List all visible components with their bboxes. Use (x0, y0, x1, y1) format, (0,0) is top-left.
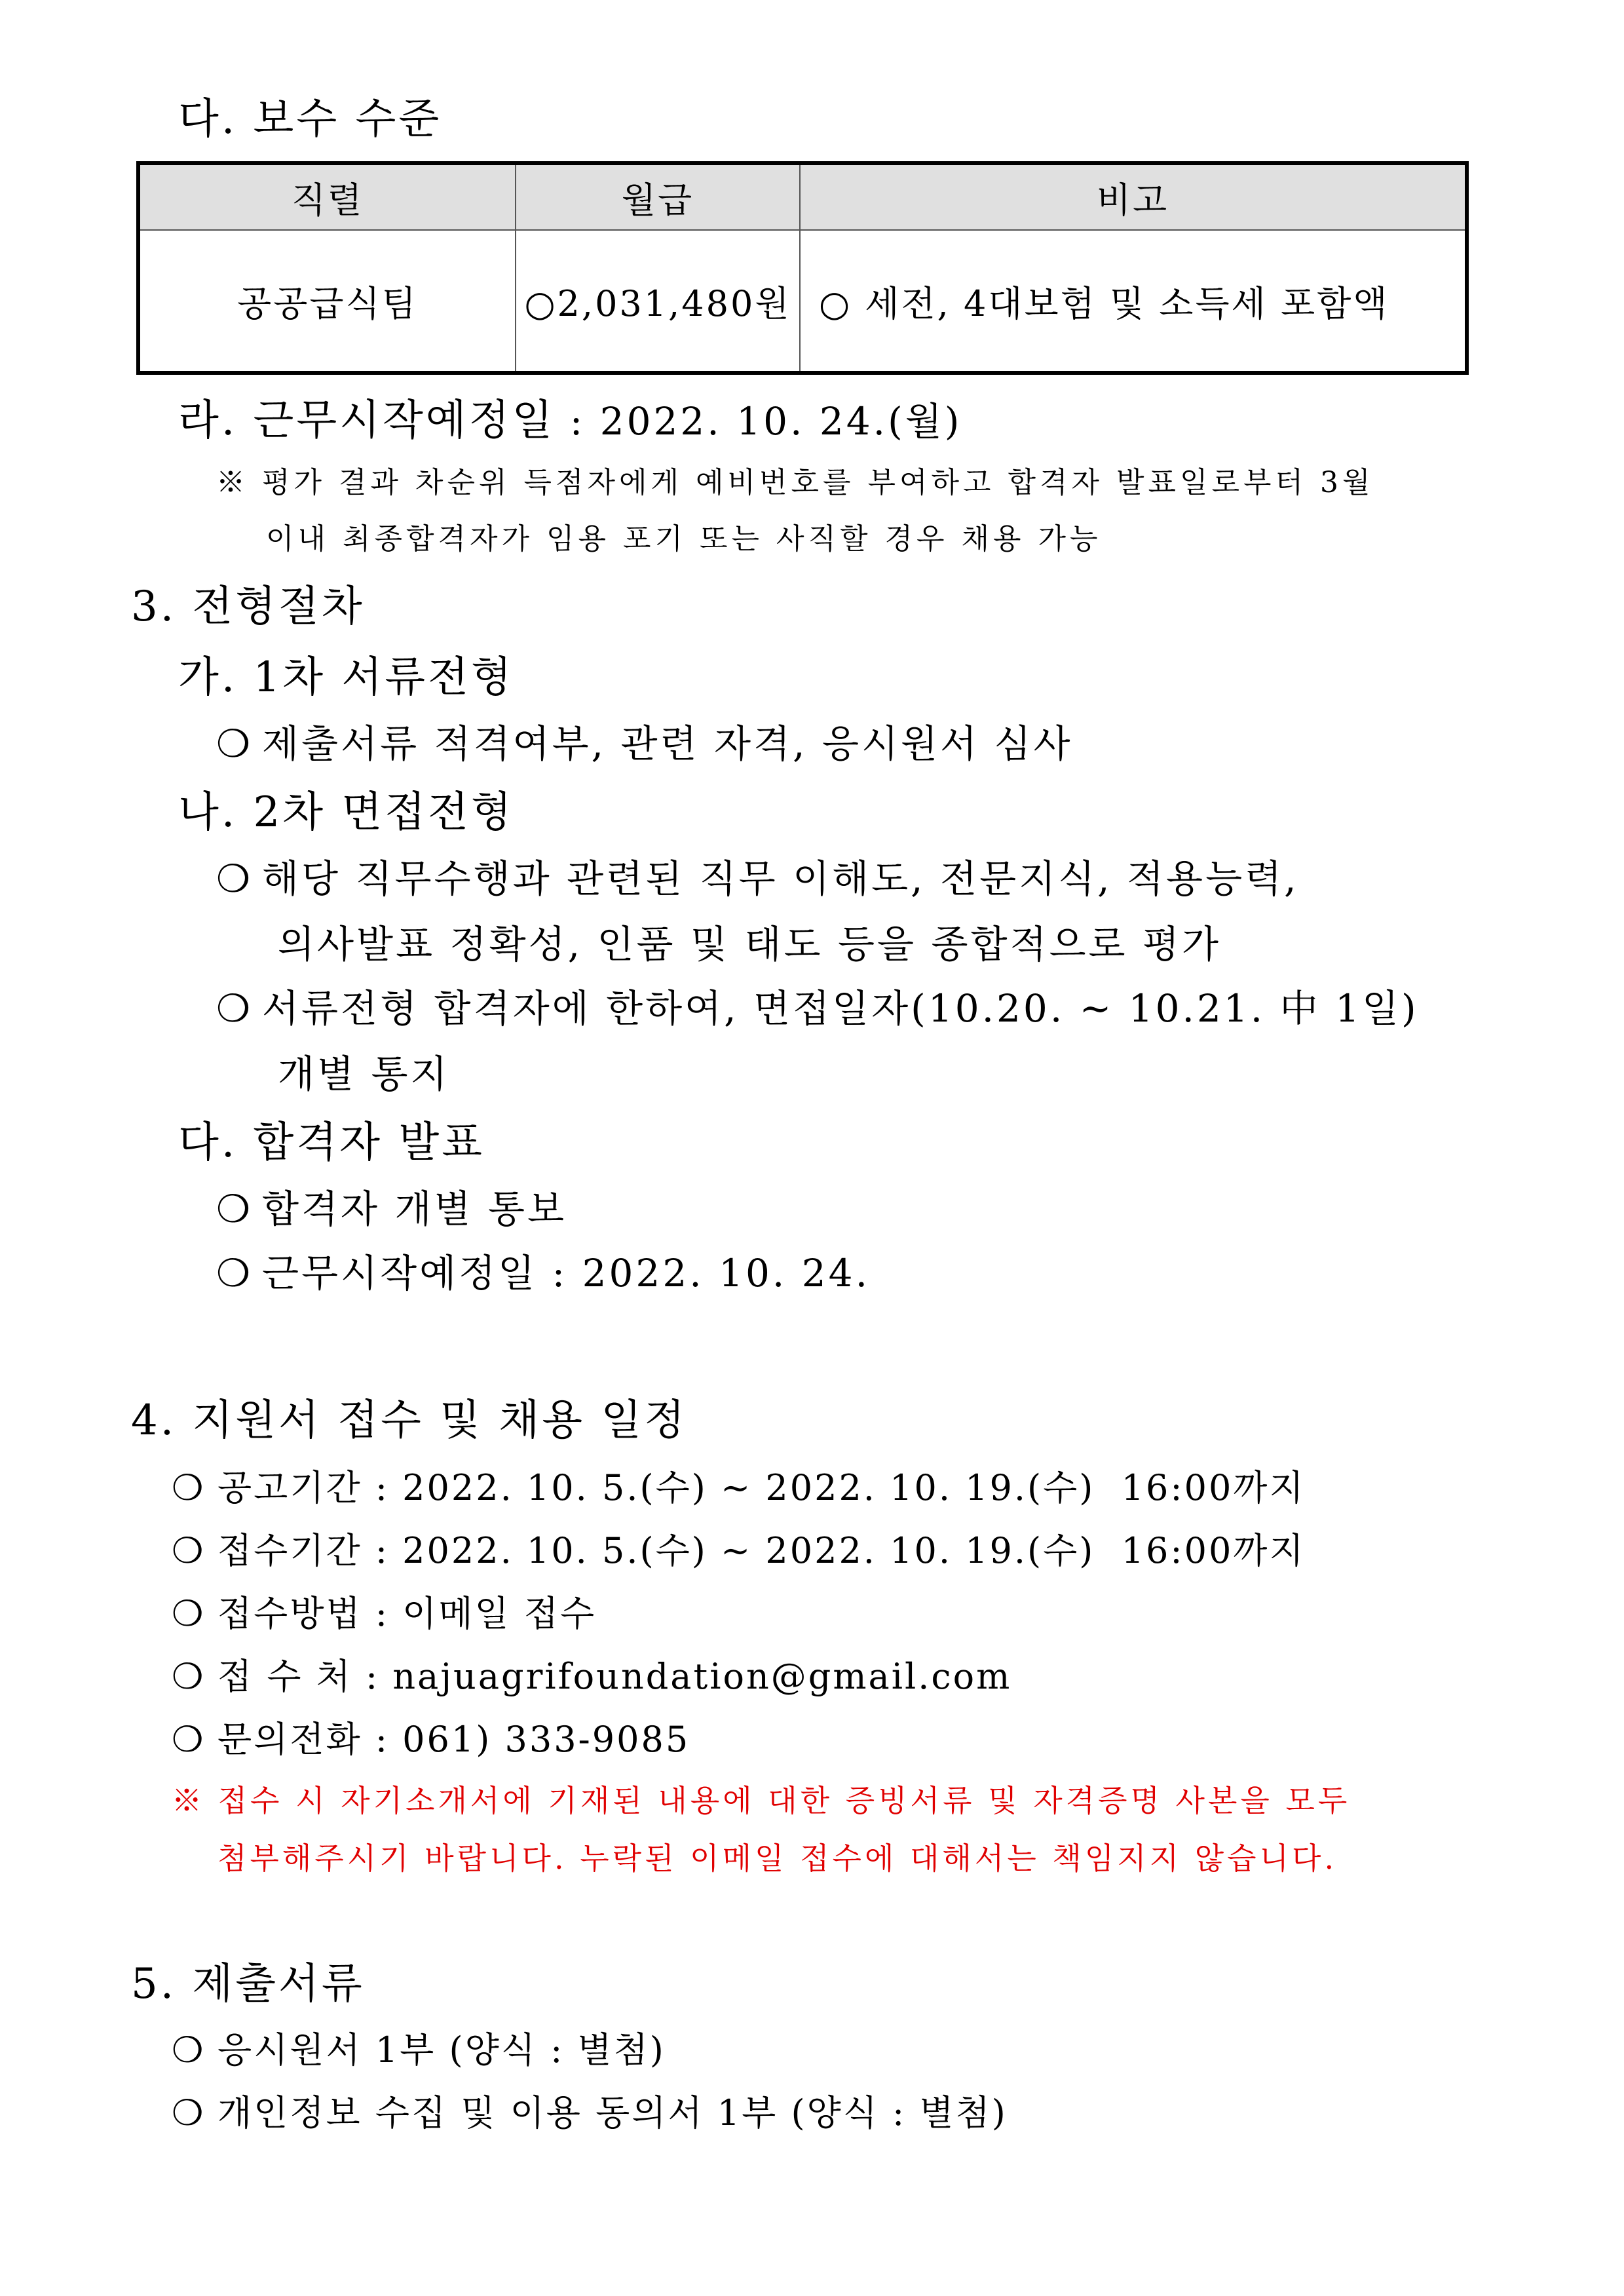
step1-heading: 가. 1차 서류전형 (178, 653, 514, 702)
bullet-icon: ❍ (216, 1187, 253, 1231)
procedure-heading: 3. 전형절차 (131, 583, 365, 631)
step2-heading: 나. 2차 면접전형 (178, 788, 514, 837)
bullet-icon: ❍ (172, 2092, 206, 2133)
step2-item2-line2: 개별 통지 (278, 1052, 450, 1096)
pay-table (136, 161, 1469, 375)
list-item (172, 2022, 666, 2073)
bullet-icon: ❍ (172, 1530, 206, 1571)
header-salary: 월급 (516, 163, 800, 230)
schedule-heading: 4. 지원서 접수 및 채용 일정 (131, 1396, 688, 1445)
step3-item-text: 합격자 개별 통보 (262, 1187, 567, 1231)
bullet-icon: ❍ (172, 1467, 206, 1508)
table-row (138, 230, 1467, 373)
step3-item-text: 근무시작예정일 : 2022. 10. 24. (262, 1251, 871, 1295)
start-date-value: : 2022. 10. 24.(월) (555, 399, 962, 444)
step1-item-text: 제출서류 적격여부, 관련 자격, 응시원서 심사 (262, 721, 1073, 766)
step2-item2-line1: 서류전형 합격자에 한하여, 면접일자(10.20. ~ 10.21. 中 1일) (262, 986, 1419, 1031)
list-item (172, 1460, 1306, 1510)
header-remarks: 비고 (800, 163, 1467, 230)
bullet-icon: ❍ (172, 2029, 206, 2071)
documents-heading: 5. 제출서류 (131, 1960, 365, 2008)
schedule-notice-period: 공고기간 : 2022. 10. 5.(수) ∼ 2022. 10. 19.(수) 16:00까지 (217, 1467, 1306, 1508)
step2-item1-line2: 의사발표 정확성, 인품 및 태도 등을 종합적으로 평가 (278, 922, 1222, 966)
list-item (172, 1523, 1306, 1573)
table-header-row (138, 163, 1467, 230)
list-item (216, 848, 1299, 903)
list-item (172, 1586, 596, 1636)
list-item (172, 1712, 690, 1762)
pay-heading: 다. 보수 수준 (178, 95, 442, 144)
step3-heading: 다. 합격자 발표 (178, 1119, 485, 1167)
cell-remarks: ○ 세전, 4대보험 및 소득세 포함액 (800, 230, 1467, 373)
list-item (216, 1242, 870, 1297)
bullet-icon: ❍ (216, 1251, 253, 1295)
document-item-text: 응시원서 1부 (양식 : 별첨) (217, 2029, 666, 2071)
bullet-icon: ❍ (216, 721, 253, 766)
list-item (216, 713, 1073, 768)
start-date-label: 라. 근무시작예정일 (178, 396, 556, 445)
schedule-phone: 문의전화 : 061) 333-9085 (217, 1719, 690, 1760)
bullet-icon: ❍ (216, 856, 253, 901)
list-item (216, 978, 1419, 1033)
cell-salary: ○2,031,480원 (516, 230, 800, 373)
bullet-icon: ❍ (216, 986, 253, 1031)
bullet-icon: ❍ (172, 1719, 206, 1760)
header-position: 직렬 (138, 163, 516, 230)
schedule-email: 접 수 처 : najuagrifoundation@gmail.com (217, 1656, 1012, 1697)
start-date-line (178, 387, 962, 447)
warning-line2: 첨부해주시기 바랍니다. 누락된 이메일 접수에 대해서는 책임지지 않습니다. (217, 1841, 1338, 1876)
list-item (216, 1178, 567, 1233)
bullet-icon: ❍ (172, 1593, 206, 1634)
start-date-note-line1: ※ 평가 결과 차순위 득점자에게 예비번호를 부여하고 합격자 발표일로부터 3월 (216, 466, 1374, 499)
bullet-icon: ❍ (172, 1656, 206, 1697)
schedule-method: 접수방법 : 이메일 접수 (217, 1593, 597, 1634)
cell-position: 공공급식팀 (138, 230, 516, 373)
start-date-note-line2: 이내 최종합격자가 임용 포기 또는 사직할 경우 채용 가능 (266, 522, 1102, 556)
warning-line1: ※ 접수 시 자기소개서에 기재된 내용에 대한 증빙서류 및 자격증명 사본을 모두 (172, 1783, 1351, 1818)
list-item (172, 1649, 1011, 1699)
schedule-application-period: 접수기간 : 2022. 10. 5.(수) ∼ 2022. 10. 19.(수) 16:00까지 (217, 1530, 1306, 1571)
document-item-text: 개인정보 수집 및 이용 동의서 1부 (양식 : 별첨) (217, 2092, 1008, 2133)
list-item (172, 2085, 1008, 2135)
step2-item1-line1: 해당 직무수행과 관련된 직무 이해도, 전문지식, 적용능력, (262, 856, 1299, 901)
